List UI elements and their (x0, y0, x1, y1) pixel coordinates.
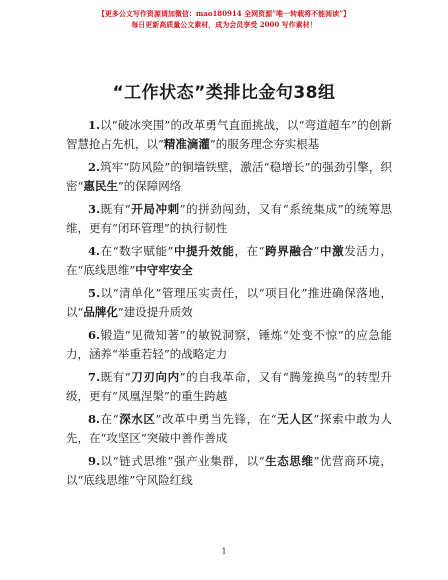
header-line-2: 每日更新高质量公文素材，成为会员享受 2000 写作素材！ (131, 20, 317, 29)
item-text: 筑牢“防风险”的铜墙铁壁，激活“稳增长”的强劲引擎，织密“ (66, 160, 392, 193)
item-number: 2. (88, 160, 101, 174)
item-text: ”的保障网络 (117, 179, 182, 193)
item-text: ，在“ (234, 244, 265, 258)
bold-phrase: 开局冲刺 (130, 202, 180, 216)
page-number: 1 (221, 547, 227, 556)
item-number: 8. (88, 412, 101, 426)
item-number: 4. (88, 244, 101, 258)
item-text: 锻造“见微知著”的敏锐洞察，锤炼“处变不惊”的应急能力，涵养“举重若轻”的战略定力 (66, 328, 392, 361)
bold-phrase: 中激 (319, 244, 345, 258)
list-item (66, 158, 392, 196)
item-text: ”探索中敢为人先，在“攻坚区”突破中善作善成 (66, 412, 392, 445)
document-body (66, 116, 392, 494)
item-text: ”的服务理念夯实根基 (209, 137, 320, 151)
item-text: 以“链式思维”强产业集群，以“ (100, 454, 265, 468)
list-item (66, 284, 392, 322)
bold-phrase: 刀刃向内 (130, 370, 180, 384)
bold-phrase: 中守牢安全 (135, 263, 193, 277)
list-item (66, 116, 392, 154)
bold-phrase: 惠民生 (83, 179, 118, 193)
item-text: 既有“ (100, 202, 131, 216)
item-text: 发活力，在“底线思维” (66, 244, 392, 277)
item-text: 既有“ (100, 370, 131, 384)
item-text: ”的自我革命，又有“腾笼换鸟”的转型升级，更有“凤凰涅槃”的重生跨越 (66, 370, 393, 403)
header-line-1: 【更多公文写作资源请加微信：mao180914 全网资源”唯一转载将不能阅读”】 (97, 9, 351, 18)
list-item (66, 452, 392, 490)
list-item (66, 200, 392, 238)
item-text: ”建设提升质效 (117, 305, 193, 319)
item-text: ”改革中勇当先锋，在“ (155, 412, 277, 426)
item-text: 在“数字赋能” (100, 244, 174, 258)
list-item (66, 242, 392, 280)
bold-phrase: 品牌化 (83, 305, 118, 319)
item-text: 以“清单化”管理压实责任，以“项目化”推进确保落地，以“ (66, 286, 392, 319)
list-item (66, 326, 392, 364)
item-number: 6. (88, 328, 101, 342)
item-number: 9. (88, 454, 101, 468)
bold-phrase: 生态思维 (264, 454, 314, 468)
item-text: ”的拼劲闯劲，又有“系统集成”的统筹思维，更有“闭环管理”的执行韧性 (66, 202, 393, 235)
item-number: 5. (88, 286, 101, 300)
item-text: ”优营商环境，以“底线思维”守风险红线 (66, 454, 393, 487)
bold-phrase: 深水区 (118, 412, 156, 426)
item-text: 以“破冰突围”的改革勇气直面挑战，以“弯道超车”的创新智慧抢占先机，以“ (66, 118, 392, 151)
bold-phrase: 跨界融合 (264, 244, 314, 258)
item-number: 1. (88, 118, 101, 132)
item-text: 在“ (100, 412, 119, 426)
document-title: “工作状态”类排比金句38组 (112, 83, 336, 103)
item-number: 7. (88, 370, 101, 384)
item-number: 3. (88, 202, 101, 216)
bold-phrase: 精准滴灌 (163, 137, 210, 151)
item-text: ” (313, 244, 320, 258)
list-item (66, 368, 392, 406)
list-item (66, 410, 392, 448)
bold-phrase: 中提升效能 (173, 244, 235, 258)
bold-phrase: 无人区 (276, 412, 314, 426)
header-banner (0, 8, 448, 30)
